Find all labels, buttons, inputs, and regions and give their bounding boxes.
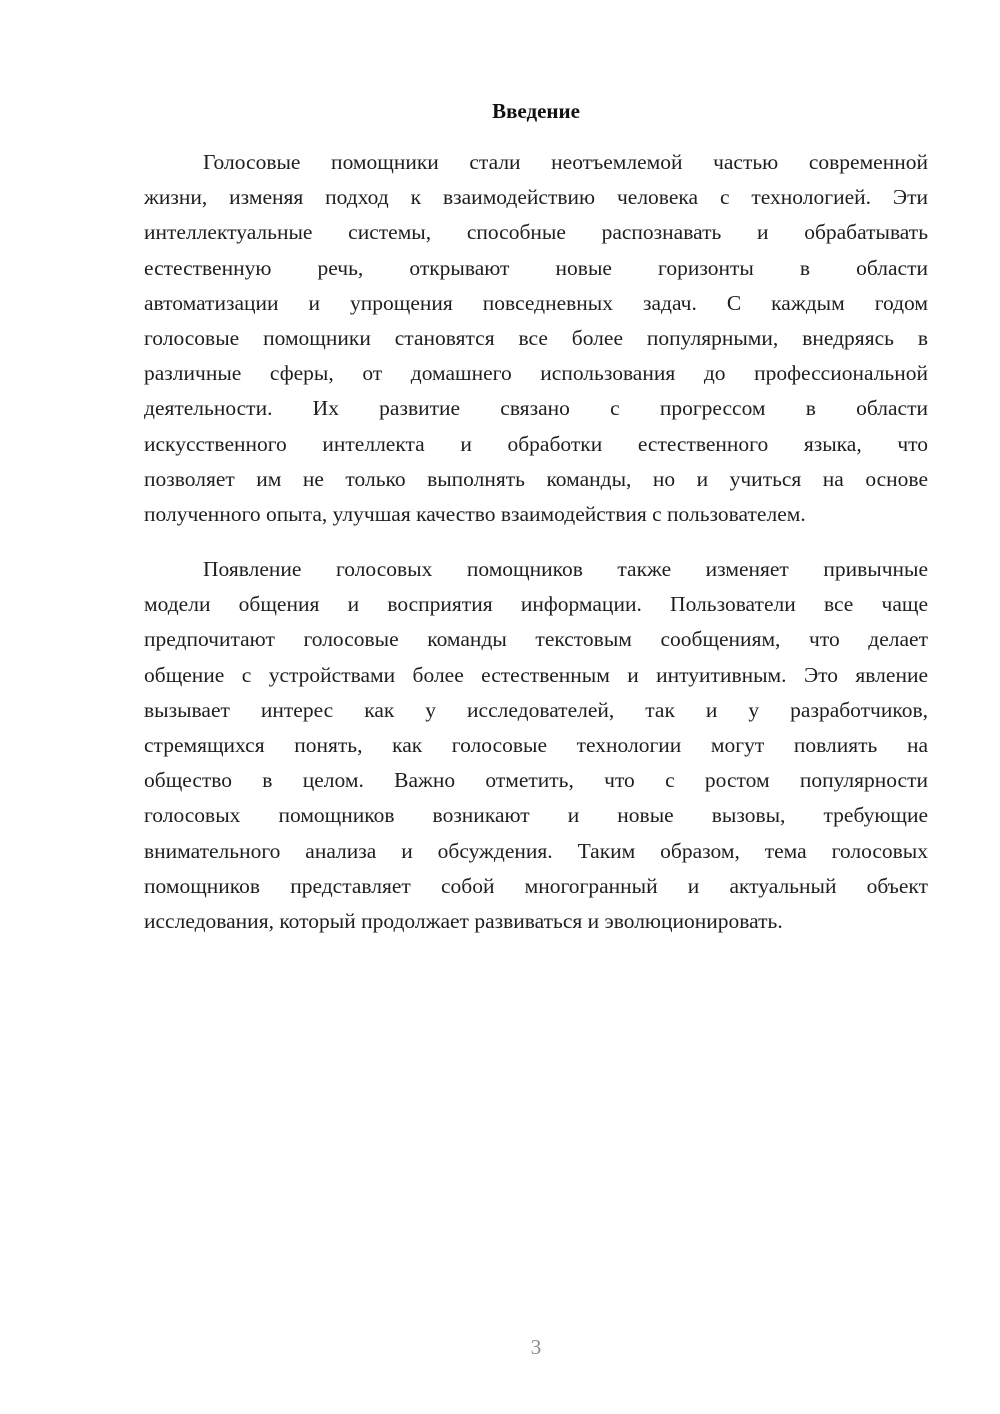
paragraph-line: модели общения и восприятия информации. Пользователи все чаще [144,592,928,617]
paragraph-line: голосовые помощники становятся все более популярными, внедряясь в [144,325,928,350]
paragraph-line: Голосовые помощники стали неотъемлемой частью современной [203,150,928,174]
paragraph-line: автоматизации и упрощения повседневных задач. С каждым годом [144,290,928,315]
paragraph-line: искусственного интеллекта и обработки естественного языка, что [144,431,928,456]
paragraph-line: предпочитают голосовые команды текстовым сообщениям, что делает [144,627,928,652]
paragraph-line: голосовых помощников возникают и новые вызовы, требующие [144,803,928,828]
paragraph-line: различные сферы, от домашнего использования до профессиональной [144,361,928,386]
page-number: 3 [530,1335,542,1359]
section-heading: Введение [492,99,580,123]
paragraph-line: стремящихся понять, как голосовые технологии могут повлиять на [144,732,928,757]
paragraph-line: общение с устройствами более естественным и интуитивным. Это явление [144,662,928,687]
paragraph-line: помощников представляет собой многогранный и актуальный объект [144,873,928,898]
paragraph-line: жизни, изменяя подход к взаимодействию человека с технологией. Эти [144,185,928,210]
paragraph-2 [144,552,928,939]
paragraph-line: вызывает интерес как у исследователей, так и у разработчиков, [144,697,928,722]
paragraph-line: естественную речь, открывают новые горизонты в области [144,255,928,280]
paragraph-1 [144,145,928,532]
paragraph-line: интеллектуальные системы, способные распознавать и обрабатывать [144,220,928,245]
paragraph-line: исследования, который продолжает развиваться и эволюционировать. [144,908,783,933]
paragraph-line: позволяет им не только выполнять команды, но и учиться на основе [144,466,928,491]
paragraph-line: внимательного анализа и обсуждения. Таким образом, тема голосовых [144,838,928,863]
paragraph-line: полученного опыта, улучшая качество взаимодействия с пользователем. [144,501,806,526]
paragraph-line: деятельности. Их развитие связано с прогрессом в области [144,396,928,421]
paragraph-line: Появление голосовых помощников также изменяет привычные [203,557,928,581]
paragraph-line: общество в целом. Важно отметить, что с ростом популярности [144,768,928,793]
